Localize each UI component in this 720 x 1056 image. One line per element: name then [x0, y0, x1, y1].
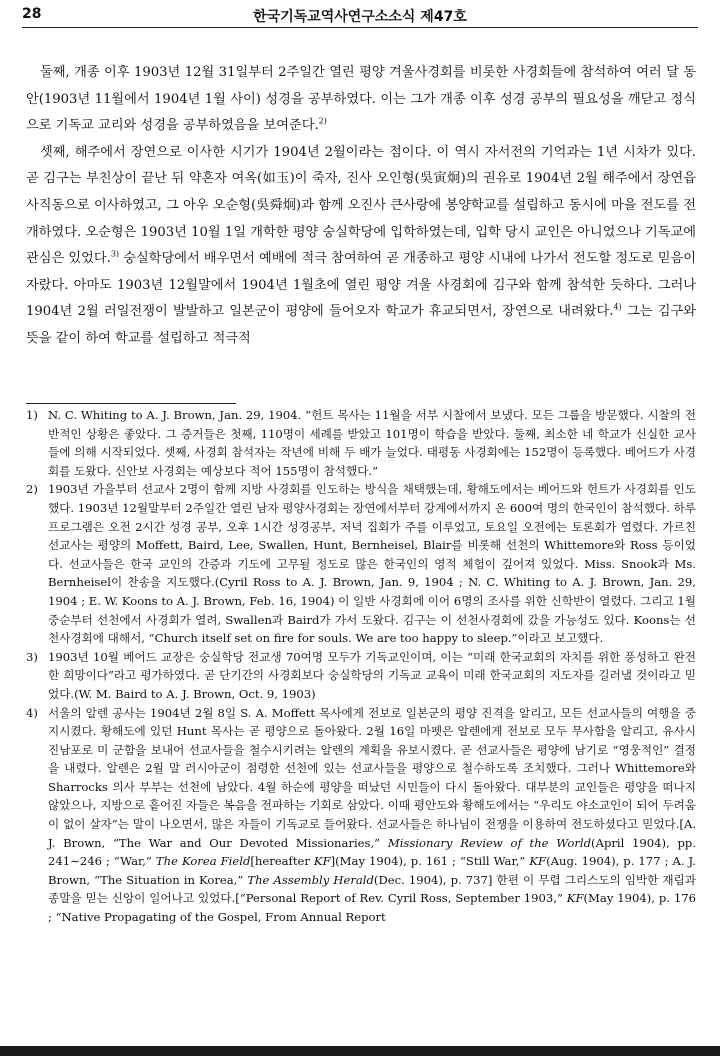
- footnotes: [26, 406, 696, 927]
- footnote-2: [26, 480, 696, 647]
- footnote-number: 1): [26, 408, 38, 422]
- footnote-separator: [26, 403, 236, 404]
- paragraph-1: 둘째, 개종 이후 1903년 12월 31일부터 2주일간 열린 평양 겨울사경회를 비롯한 사경회들에 참석하여 여러 달 동안(1903년 11월에서 1904년 1월 사이) 성경을 공부하였다. 이는 그가 개종 이후 성경 공부의 필요성을 깨닫고 정식으로 기독교 교리와 성경을 공부하였음을 보여준다.$^{2)}$: [26, 65, 696, 134]
- footnote-number: 3): [26, 649, 38, 664]
- footnote-number: 2): [26, 482, 38, 497]
- page-bottom-edge: [0, 1046, 720, 1056]
- journal-abbrev: KF: [529, 854, 547, 869]
- footnote-text: 서울의 알렌 공사는 1904년 2월 8일 S. A. Moffett 목사에게 전보로 일본군의 평양 진격을 알리고, 모든 선교사들의 여행을 중지시켰다. 황해도에 있던 Hunt 목사는 곧 평양으로 돌아왔다. 2월 16일 마펫은 알렌에게 전보로 모두 무사함을 알리고, 유사시 진남포로 미 군함을 보내어 선교사들을 철수시키려는 알렌의 계획을 유보시켰다. 곧 선교사들은 평양에 남기로 “영웅적인” 결정을 내렸다. 알렌은 2월 말 러시아군이 점령한 선천에 있는 선교사들을 평양으로 철수하도록 조치했다. 그러나 Whittemore와 Sharrocks 의사 부부는 선천에 남았다. 4월 하순에 평양을 떠났던 시민들이 다시 돌아왔다. 대부분의 교인들은 평양을 떠나지 않았으나, 지방으로 흩어진 자들은 복음을 전파하는 기회로 삼았다. 이때 평안도와 황해도에서는 “우리도 야소교인이 되어 두려움이 없이 살자”는 말이 나오면서, 많은 자들이 기독교로 들어왔다. 선교사들은 하나님이 전쟁을 이용하여 전도하셨다고 믿었다.[A. J. Brown, “The War and Our Devoted Missionaries,” Missionary Review of the World(April 1904), pp. 241∼246 ; “War,” The Korea Field[hereafter KF](May 1904), p. 161 ; “Still War,” KF(Aug. 1904), p. 177 ; A. J. Brown, “The Situation in Korea,” The Assembly Herald(Dec. 1904), p. 737] 한편 이 무렵 그리스도의 임박한 재림과 종말을 믿는 신앙이 일어나고 있었다.[“Personal Report of Rev. Cyril Ross, September 1903,” KF(May 1904), p. 176 ; “Native Propagating of the Gospel, From Annual Report: [48, 705, 697, 925]
- journal-title: The Assembly Herald: [247, 872, 374, 887]
- footnote-1: [26, 406, 696, 480]
- footnote-text: 1903년 가을부터 선교사 2명이 함께 지방 사경회를 인도하는 방식을 채택했는데, 황해도에서는 베어드와 헌트가 사경회를 인도했다. 1903년 12월말부터 2주일간 열린 남자 평양사경회는 장연에서부터 강계에서까지 온 600여 명의 한국인이 참석했다. 하루 프로그램은 오전 2시간 성경 공부, 오후 1시간 성경공부, 저녁 집회가 주를 이루었고, 토요일 오전에는 토론회가 열렸다. 가르친 선교사는 평양의 Moffett, Baird, Lee, Swallen, Hunt, Bernheisel, Blair를 비롯해 선천의 Whittemore와 Ross 등이었다. 선교사들은 한국 교인의 간증과 기도에 고무될 정도로 많은 한국인의 영적 체험이 깊어져 있었다. Miss. Snook과 Ms. Bernheisel이 찬송을 지도했다.(Cyril Ross to A. J. Brown, Jan. 9, 1904 ; N. C. Whiting to A. J. Brown, Jan. 29, 1904 ; E. W. Koons to A. J. Brown, Feb. 16, 1904) 이 일반 사경회에 이어 6명의 조사를 위한 신학반이 열렸다. 그리고 1월 중순부터 선천에서 사경회가 열려, Swallen과 Baird가 가서 도왔다. 김구는 이 선천사경회에 갔을 가능성도 있다. Koons는 선천사경회에 대해서, “Church itself set on fire for souls. We are too happy to sleep.”이라고 보고했다.: [48, 482, 696, 646]
- running-title: 한국기독교역사연구소소식 제47호: [253, 9, 467, 25]
- footnote-4: [26, 704, 696, 927]
- journal-abbrev: KF: [566, 891, 584, 906]
- page-number: 28: [22, 6, 42, 22]
- body-text: [26, 60, 696, 353]
- footnote-text: 1903년 10월 베어드 교장은 숭실학당 전교생 70여명 모두가 기독교인이며, 이는 “미래 한국교회의 자치를 위한 풍성하고 완전한 희망이다”라고 평가하였다. 곧 단기간의 사경회보다 숭실학당의 기독교 교육이 미래 한국교회의 지도자를 길러낼 것이라고 믿었다.(W. M. Baird to A. J. Brown, Oct. 9, 1903): [48, 649, 696, 701]
- footnote-3: [26, 648, 696, 704]
- journal-title: Missionary Review of the World: [387, 835, 592, 850]
- journal-title: The Korea Field: [155, 854, 251, 869]
- page-header: [22, 4, 698, 26]
- footnote-ref-4: 4): [613, 302, 622, 312]
- header-rule: [22, 27, 698, 28]
- paragraph-2: 셋째, 해주에서 장연으로 이사한 시기가 1904년 2월이라는 점이다. 이 역시 자서전의 기억과는 1년 시차가 있다. 곧 김구는 부친상이 끝난 뒤 약혼자 여옥(如玉)이 죽자, 진사 오인형(吳寅炯)의 권유로 1904년 2월 해주에서 장연읍 사직동으로 이사하였고, 그 아우 오순형(吳舜炯)과 함께 오진사 큰사랑에 봉양학교를 설립하고 동시에 마을 전도를 전개하였다. 오순형은 1903년 10월 1일 개학한 평양 숭실학당에 입학하였는데, 입학 당시 교인은 아니었으나 기독교에 관심은 있었다.$^{3)}$ 숭실학당에서 배우면서 예배에 적극 참여하여 곧 개종하고 평양 시내에 나가서 전도할 정도로 믿음이 자랐다. 아마도 1903년 12월말에서 1904년 1월초에 열린 평양 겨울 사경회에 김구와 함께 참석한 듯하다. 그러나 1904년 2월 러일전쟁이 발발하고 일본군이 평양에 들어오자 학교가 휴교되면서, 장연으로 내려왔다.$^{4)}$ 그는 김구와 뜻을 같이 하여 학교를 설립하고 적극적: [26, 144, 697, 346]
- footnote-number: 4): [26, 705, 38, 720]
- footnote-text: N. C. Whiting to A. J. Brown, Jan. 29, 1904. “헌트 목사는 11월을 서부 시찰에서 보냈다. 모든 그룹을 방문했다. 시찰의 전반적인 상황은 좋았다. 그 증거들은 첫째, 110명이 세례를 받았고 101명이 학습을 받았다. 둘째, 최소한 네 학교가 신실한 교사들에 의해 시작되었다. 셋째, 사경회 참석자는 작년에 비해 두 배가 늘었다. 태평동 사경회에는 152명이 등록했다. 베어드가 사경회를 도왔다. 신안보 사경회는 예상보다 적어 155명이 참석했다.”: [48, 408, 696, 478]
- journal-abbrev: KF: [313, 854, 331, 869]
- footnote-ref-3: 3): [110, 249, 120, 259]
- footnote-ref-2: 2): [318, 116, 327, 126]
